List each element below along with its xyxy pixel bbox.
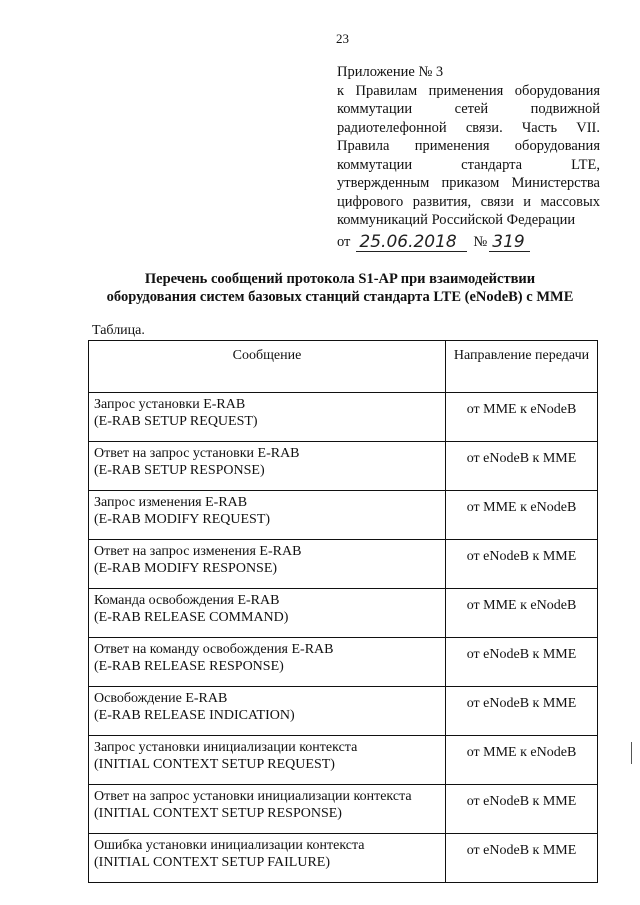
messages-table — [88, 340, 598, 883]
appendix-line: к Правилам применения оборудования — [337, 82, 600, 99]
message-name-en: (E-RAB RELEASE RESPONSE) — [94, 659, 284, 674]
table-header-row — [89, 341, 598, 393]
table-row — [89, 589, 598, 638]
message-cell — [89, 736, 446, 785]
page-number: 23 — [336, 31, 349, 46]
number-prefix: № — [473, 234, 488, 250]
appendix-line: радиотелефонной связи. Часть VII. — [337, 119, 600, 136]
message-cell — [89, 393, 446, 442]
table-row — [89, 540, 598, 589]
message-name-ru: Освобождение E-RAB — [94, 691, 228, 706]
direction-cell: от eNodeB к MME — [446, 638, 598, 687]
direction-cell: от MME к eNodeB — [446, 393, 598, 442]
message-name-en: (E-RAB RELEASE COMMAND) — [94, 610, 289, 625]
date-prefix: от — [337, 234, 351, 250]
message-name-en: (E-RAB RELEASE INDICATION) — [94, 708, 295, 723]
message-name-en: (E-RAB SETUP RESPONSE) — [94, 463, 265, 478]
appendix-line: коммутации стандарта LTE, — [337, 156, 600, 173]
header-message: Сообщение — [89, 341, 446, 393]
handwritten-date: 25.06.2018 — [356, 233, 467, 252]
message-cell — [89, 687, 446, 736]
direction-cell: от eNodeB к MME — [446, 540, 598, 589]
direction-cell: от MME к eNodeB — [446, 736, 598, 785]
message-cell — [89, 589, 446, 638]
table-row — [89, 687, 598, 736]
message-name-ru: Ошибка установки инициализации контекста — [94, 838, 365, 853]
appendix-line: коммуникаций Российской Федерации — [337, 212, 576, 228]
message-cell — [89, 491, 446, 540]
direction-cell: от eNodeB к MME — [446, 442, 598, 491]
margin-mark — [631, 742, 632, 764]
message-cell — [89, 638, 446, 687]
table-row — [89, 491, 598, 540]
message-name-ru: Запрос установки инициализации контекста — [94, 740, 358, 755]
message-name-ru: Ответ на команду освобождения E-RAB — [94, 642, 334, 657]
message-name-ru: Команда освобождения E-RAB — [94, 593, 280, 608]
direction-cell: от MME к eNodeB — [446, 491, 598, 540]
document-title-line-1: Перечень сообщений протокола S1-AP при взаимодействии — [144, 271, 536, 287]
appendix-line: утвержденным приказом Министерства — [337, 175, 600, 191]
table-row — [89, 638, 598, 687]
message-cell — [89, 540, 446, 589]
table-row — [89, 736, 598, 785]
appendix-line: коммутации сетей подвижной — [337, 101, 600, 117]
document-title-line-2: оборудования систем базовых станций стандарта LTE (eNodeB) с MME — [106, 289, 574, 305]
message-name-ru: Запрос установки E-RAB — [94, 397, 246, 412]
appendix-line: Правила применения оборудования — [337, 138, 600, 154]
table-caption: Таблица. — [92, 323, 145, 338]
message-name-en: (INITIAL CONTEXT SETUP REQUEST) — [94, 757, 335, 772]
table-row — [89, 785, 598, 834]
message-name-en: (E-RAB MODIFY RESPONSE) — [94, 561, 278, 576]
message-cell — [89, 785, 446, 834]
message-name-ru: Ответ на запрос изменения E-RAB — [94, 544, 302, 559]
message-name-en: (INITIAL CONTEXT SETUP RESPONSE) — [94, 806, 342, 821]
direction-cell: от MME к eNodeB — [446, 589, 598, 638]
message-cell — [89, 834, 446, 883]
header-direction: Направление передачи — [446, 341, 598, 393]
message-name-en: (E-RAB MODIFY REQUEST) — [94, 512, 271, 527]
table-body — [89, 393, 598, 883]
message-name-ru: Ответ на запрос установки инициализации контекста — [94, 789, 412, 804]
appendix-title: Приложение № 3 — [337, 64, 444, 80]
table-row — [89, 393, 598, 442]
table-row — [89, 834, 598, 883]
message-name-en: (INITIAL CONTEXT SETUP FAILURE) — [94, 855, 331, 870]
message-name-ru: Запрос изменения E-RAB — [94, 495, 248, 510]
message-name-en: (E-RAB SETUP REQUEST) — [94, 414, 258, 429]
document-title — [60, 270, 620, 306]
message-cell — [89, 442, 446, 491]
order-date-number-line — [337, 233, 600, 252]
appendix-header — [337, 63, 600, 252]
direction-cell: от eNodeB к MME — [446, 687, 598, 736]
appendix-line: цифрового развития, связи и массовых — [337, 193, 600, 210]
direction-cell: от eNodeB к MME — [446, 834, 598, 883]
direction-cell: от eNodeB к MME — [446, 785, 598, 834]
handwritten-order-number: 319 — [489, 233, 530, 252]
table-row — [89, 442, 598, 491]
message-name-ru: Ответ на запрос установки E-RAB — [94, 446, 300, 461]
